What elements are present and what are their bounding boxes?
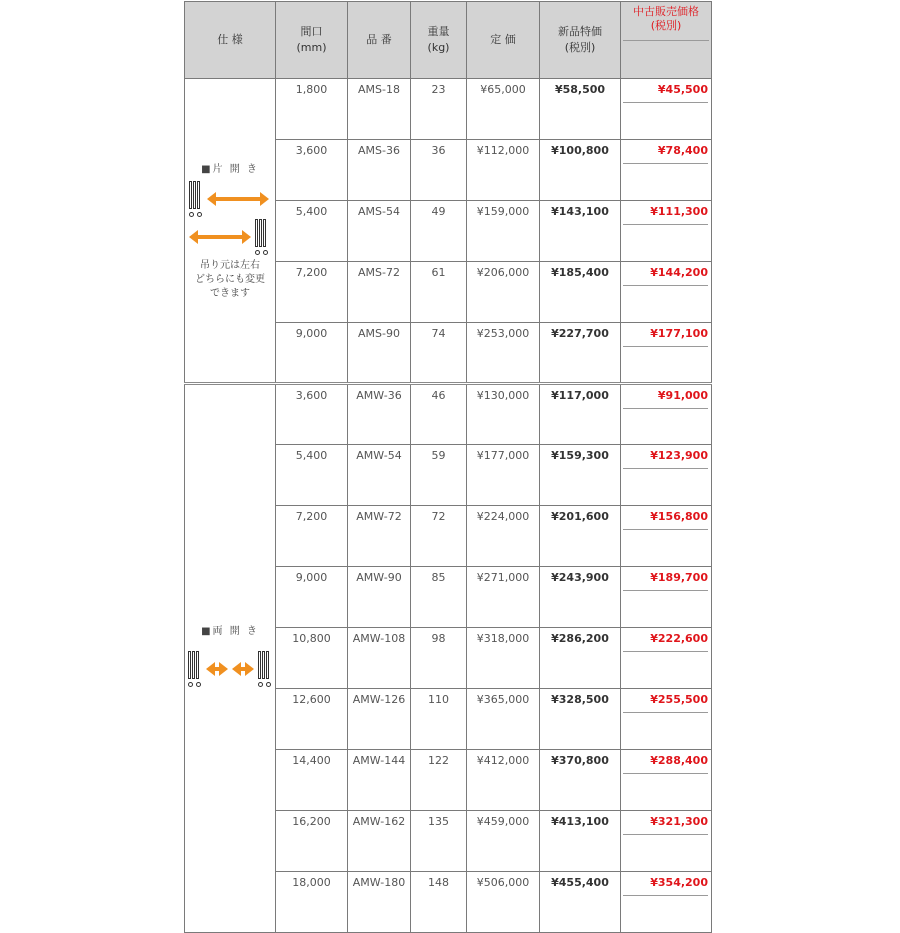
new-price-cell [540,628,621,689]
model-value: AMW-126 [352,693,406,706]
new-price-value: ¥370,800 [551,754,609,767]
spec-double-swing [185,622,275,687]
list-price-cell [467,323,540,384]
new-price-value: ¥286,200 [551,632,609,645]
used-price-cell [621,140,712,201]
model-cell [348,384,411,445]
new-price-cell [540,201,621,262]
header-model-label: 品 番 [366,33,392,46]
weight-cell [411,872,467,933]
list-price-value: ¥365,000 [476,693,530,706]
header-used-price [621,2,712,79]
opening-cell [276,79,348,140]
weight-cell [411,750,467,811]
weight-cell [411,811,467,872]
new-price-value: ¥455,400 [551,876,609,889]
header-used-price-note: (税別) [650,19,682,32]
used-price-value: ¥222,600 [623,632,708,652]
spec-label: ■片 開 き [201,164,259,175]
weight-value: 36 [431,144,446,157]
used-price-value: ¥45,500 [623,83,708,103]
opening-value: 5,400 [295,205,328,218]
list-price-cell [467,750,540,811]
weight-cell [411,140,467,201]
model-cell [348,811,411,872]
model-value: AMW-108 [352,632,406,645]
used-price-cell [621,79,712,140]
list-price-cell [467,201,540,262]
model-value: AMW-144 [352,754,406,767]
new-price-cell [540,384,621,445]
new-price-value: ¥58,500 [554,83,606,96]
used-price-value: ¥91,000 [623,389,708,409]
spec-note-line: どちらにも変更 [195,274,265,285]
opening-cell [276,689,348,750]
weight-cell [411,262,467,323]
weight-value: 59 [431,449,446,462]
weight-value: 72 [431,510,446,523]
opening-value: 18,000 [292,876,331,889]
header-opening-unit: (mm) [296,41,327,54]
opening-value: 9,000 [295,327,328,340]
list-price-cell [467,628,540,689]
new-price-cell [540,79,621,140]
list-price-value: ¥506,000 [476,876,530,889]
list-price-value: ¥206,000 [476,266,530,279]
model-cell [348,628,411,689]
opening-cell [276,140,348,201]
header-spec-label: 仕 様 [217,33,243,46]
new-price-cell [540,750,621,811]
double-arrow-icon [232,664,254,674]
weight-value: 135 [428,815,449,828]
new-price-value: ¥143,100 [551,205,609,218]
model-value: AMW-54 [356,449,402,462]
used-price-value: ¥354,200 [623,876,708,896]
used-price-cell [621,628,712,689]
new-price-value: ¥100,800 [551,144,609,157]
new-price-cell [540,872,621,933]
model-cell [348,262,411,323]
opening-cell [276,262,348,323]
model-cell [348,201,411,262]
model-cell [348,445,411,506]
opening-value: 5,400 [295,449,328,462]
new-price-cell [540,262,621,323]
used-price-value: ¥321,300 [623,815,708,835]
spec-cell [185,384,276,933]
opening-value: 9,000 [295,571,328,584]
weight-cell [411,689,467,750]
used-price-cell [621,750,712,811]
spec-note-line: できます [210,288,250,299]
list-price-value: ¥253,000 [476,327,530,340]
list-price-value: ¥65,000 [480,83,526,96]
opening-value: 12,600 [292,693,331,706]
opening-cell [276,567,348,628]
weight-cell [411,506,467,567]
model-value: AMW-180 [352,876,406,889]
model-value: AMW-90 [356,571,402,584]
used-price-value: ¥111,300 [623,205,708,225]
table-row [185,79,712,140]
header-weight-unit: (kg) [427,41,450,54]
model-value: AMS-90 [358,327,400,340]
used-price-value: ¥78,400 [623,144,708,164]
weight-value: 74 [431,327,446,340]
new-price-cell [540,811,621,872]
model-value: AMW-36 [356,389,402,402]
model-cell [348,689,411,750]
header-list-price-label: 定 価 [490,33,516,46]
list-price-cell [467,384,540,445]
new-price-cell [540,689,621,750]
double-arrow-icon [207,194,269,204]
spec-label: ■両 開 き [201,626,259,637]
table-header-row [185,2,712,79]
opening-cell [276,506,348,567]
header-weight-label: 重量 [427,25,450,38]
model-cell [348,79,411,140]
list-price-cell [467,140,540,201]
list-price-value: ¥318,000 [476,632,530,645]
list-price-value: ¥130,000 [476,389,530,402]
double-arrow-icon [206,664,228,674]
weight-cell [411,201,467,262]
opening-cell [276,872,348,933]
header-new-special-note: (税別) [564,41,596,54]
price-table-container [184,1,711,933]
gate-icon [258,651,272,687]
price-table [184,1,712,933]
spec-note [185,259,275,301]
used-price-cell [621,872,712,933]
model-value: AMW-72 [356,510,402,523]
weight-value: 85 [431,571,446,584]
weight-cell [411,628,467,689]
used-price-value: ¥156,800 [623,510,708,530]
opening-value: 7,200 [295,510,328,523]
new-price-cell [540,323,621,384]
opening-cell [276,445,348,506]
used-price-cell [621,384,712,445]
opening-value: 16,200 [292,815,331,828]
header-new-special [540,2,621,79]
list-price-cell [467,262,540,323]
model-cell [348,140,411,201]
spec-note-line: 吊り元は左右 [200,260,260,271]
used-price-cell [621,201,712,262]
weight-value: 110 [428,693,449,706]
list-price-cell [467,811,540,872]
model-cell [348,323,411,384]
opening-value: 3,600 [295,389,328,402]
opening-value: 3,600 [295,144,328,157]
weight-cell [411,384,467,445]
weight-cell [411,567,467,628]
used-price-value: ¥177,100 [623,327,708,347]
opening-cell [276,750,348,811]
model-value: AMS-18 [358,83,400,96]
list-price-cell [467,567,540,628]
list-price-value: ¥271,000 [476,571,530,584]
table-row [185,384,712,445]
used-price-cell [621,689,712,750]
list-price-value: ¥159,000 [476,205,530,218]
new-price-value: ¥227,700 [551,327,609,340]
list-price-value: ¥459,000 [476,815,530,828]
header-model [348,2,411,79]
used-price-cell [621,567,712,628]
model-cell [348,872,411,933]
list-price-cell [467,872,540,933]
used-price-value: ¥123,900 [623,449,708,469]
new-price-value: ¥243,900 [551,571,609,584]
new-price-value: ¥328,500 [551,693,609,706]
single-swing-right-icon [185,219,275,255]
weight-cell [411,323,467,384]
new-price-value: ¥117,000 [551,389,609,402]
model-cell [348,750,411,811]
opening-cell [276,384,348,445]
opening-cell [276,628,348,689]
table-body [185,79,712,933]
opening-value: 7,200 [295,266,328,279]
used-price-value: ¥189,700 [623,571,708,591]
header-weight [411,2,467,79]
list-price-value: ¥177,000 [476,449,530,462]
model-cell [348,506,411,567]
header-new-special-label: 新品特価 [558,25,602,38]
opening-value: 14,400 [292,754,331,767]
list-price-cell [467,79,540,140]
opening-cell [276,201,348,262]
model-value: AMS-72 [358,266,400,279]
gate-icon [255,219,269,255]
spec-single-swing [185,160,275,301]
weight-cell [411,445,467,506]
model-value: AMS-36 [358,144,400,157]
weight-value: 23 [431,83,446,96]
spec-cell [185,79,276,384]
used-price-value: ¥144,200 [623,266,708,286]
header-spec [185,2,276,79]
new-price-cell [540,140,621,201]
header-list-price [467,2,540,79]
header-opening [276,2,348,79]
model-value: AMW-162 [352,815,406,828]
double-arrow-icon [189,232,251,242]
new-price-value: ¥185,400 [551,266,609,279]
used-price-value: ¥288,400 [623,754,708,774]
list-price-cell [467,689,540,750]
double-swing-icon [185,651,275,687]
new-price-cell [540,567,621,628]
single-swing-left-icon [185,181,275,217]
weight-value: 61 [431,266,446,279]
gate-icon [188,651,202,687]
used-price-cell [621,323,712,384]
weight-value: 148 [428,876,449,889]
list-price-value: ¥412,000 [476,754,530,767]
used-price-cell [621,811,712,872]
model-value: AMS-54 [358,205,400,218]
new-price-cell [540,445,621,506]
list-price-cell [467,506,540,567]
new-price-value: ¥159,300 [551,449,609,462]
weight-value: 98 [431,632,446,645]
gate-icon [189,181,203,217]
weight-value: 49 [431,205,446,218]
weight-value: 46 [431,389,446,402]
used-price-cell [621,262,712,323]
used-price-cell [621,445,712,506]
opening-cell [276,323,348,384]
opening-cell [276,811,348,872]
new-price-value: ¥413,100 [551,815,609,828]
opening-value: 10,800 [292,632,331,645]
model-cell [348,567,411,628]
list-price-value: ¥112,000 [476,144,530,157]
used-price-cell [621,506,712,567]
new-price-cell [540,506,621,567]
used-price-value: ¥255,500 [623,693,708,713]
header-used-price-label: 中古販売価格 [633,5,699,18]
header-opening-label: 間口 [300,25,323,38]
opening-value: 1,800 [295,83,328,96]
weight-value: 122 [428,754,449,767]
weight-cell [411,79,467,140]
list-price-value: ¥224,000 [476,510,530,523]
list-price-cell [467,445,540,506]
new-price-value: ¥201,600 [551,510,609,523]
